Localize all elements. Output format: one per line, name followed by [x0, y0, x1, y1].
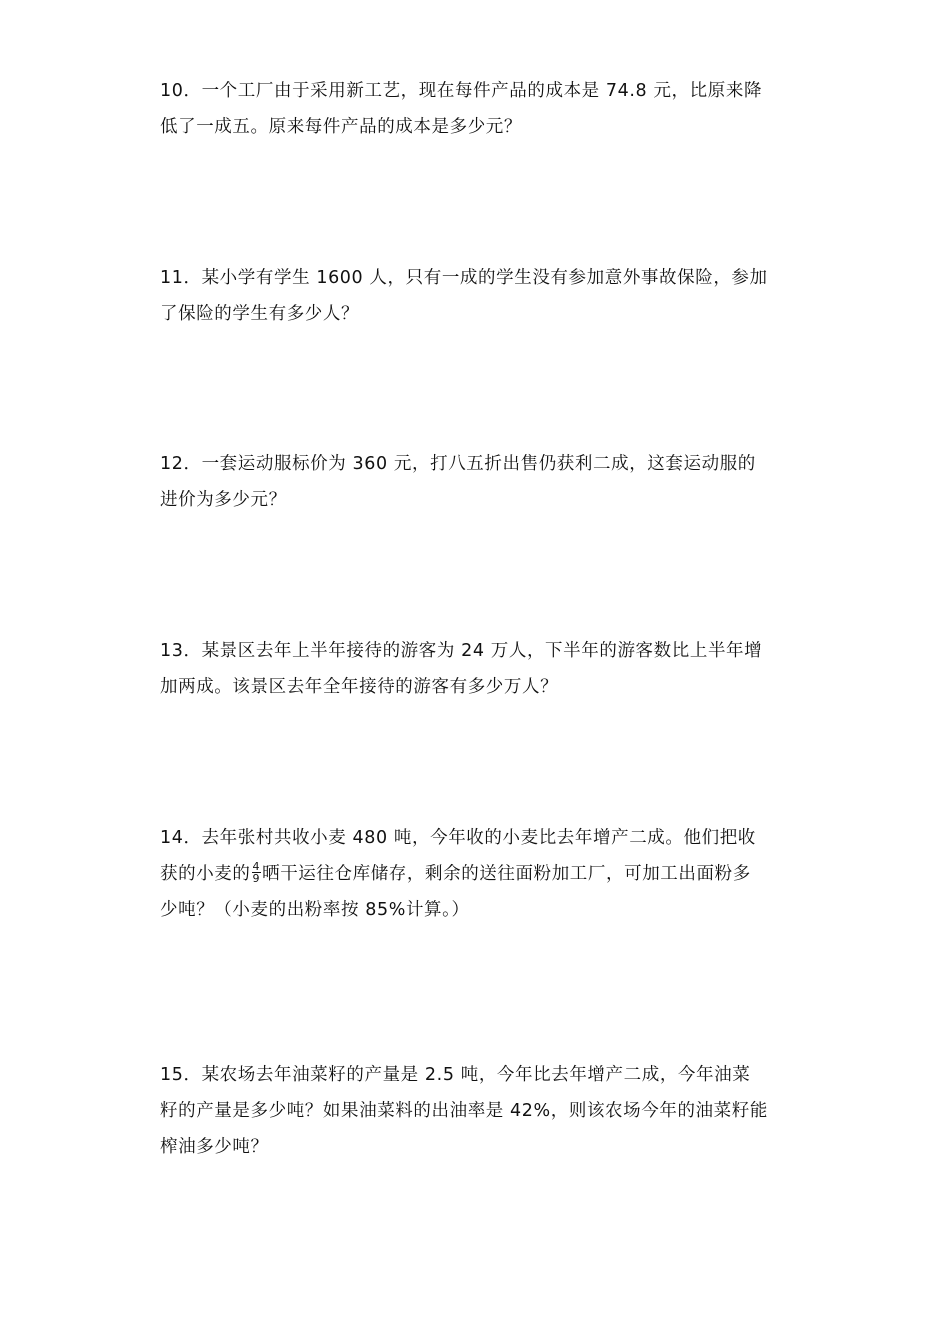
problem-12 — [160, 446, 792, 518]
fraction — [252, 861, 262, 884]
problem-12-line-2: 进价为多少元？ — [160, 490, 287, 510]
problem-11-line-2: 了保险的学生有多少人？ — [160, 304, 360, 324]
problem-13-line-1: 13．某景区去年上半年接待的游客为 24 万人，下半年的游客数比上半年增 — [160, 641, 763, 661]
problem-15-line-2: 籽的产量是多少吨？如果油菜料的出油率是 42%，则该农场今年的油菜籽能 — [160, 1101, 768, 1121]
problem-15-line-1: 15．某农场去年油菜籽的产量是 2.5 吨，今年比去年增产二成，今年油菜 — [160, 1065, 751, 1085]
problem-10-line-1: 10．一个工厂由于采用新工艺，现在每件产品的成本是 74.8 元，比原来降 — [160, 81, 763, 101]
problem-13-line-2: 加两成。该景区去年全年接待的游客有多少万人？ — [160, 677, 559, 697]
problem-14-line-2-after: 晒干运往仓库储存，剩余的送往面粉加工厂，可加工出面粉多 — [262, 864, 751, 884]
problem-13 — [160, 633, 792, 705]
problem-14-line-2 — [160, 856, 792, 892]
problem-11-line-1: 11．某小学有学生 1600 人，只有一成的学生没有参加意外事故保险，参加 — [160, 268, 768, 288]
fraction-numerator: 4 — [252, 859, 261, 873]
problem-14 — [160, 820, 792, 928]
problem-14-line-1: 14．去年张村共收小麦 480 吨，今年收的小麦比去年增产二成。他们把收 — [160, 828, 756, 848]
problem-14-line-2-before: 获的小麦的 — [160, 864, 251, 884]
problem-10 — [160, 73, 792, 145]
fraction-denominator: 9 — [252, 871, 261, 885]
problem-10-line-2: 低了一成五。原来每件产品的成本是多少元？ — [160, 117, 522, 137]
problem-14-line-3: 少吨？（小麦的出粉率按 85%计算。） — [160, 900, 470, 920]
problem-15-line-3: 榨油多少吨？ — [160, 1137, 269, 1157]
problem-11 — [160, 260, 792, 332]
problem-15 — [160, 1057, 792, 1165]
problem-12-line-1: 12．一套运动服标价为 360 元，打八五折出售仍获利二成，这套运动服的 — [160, 454, 756, 474]
